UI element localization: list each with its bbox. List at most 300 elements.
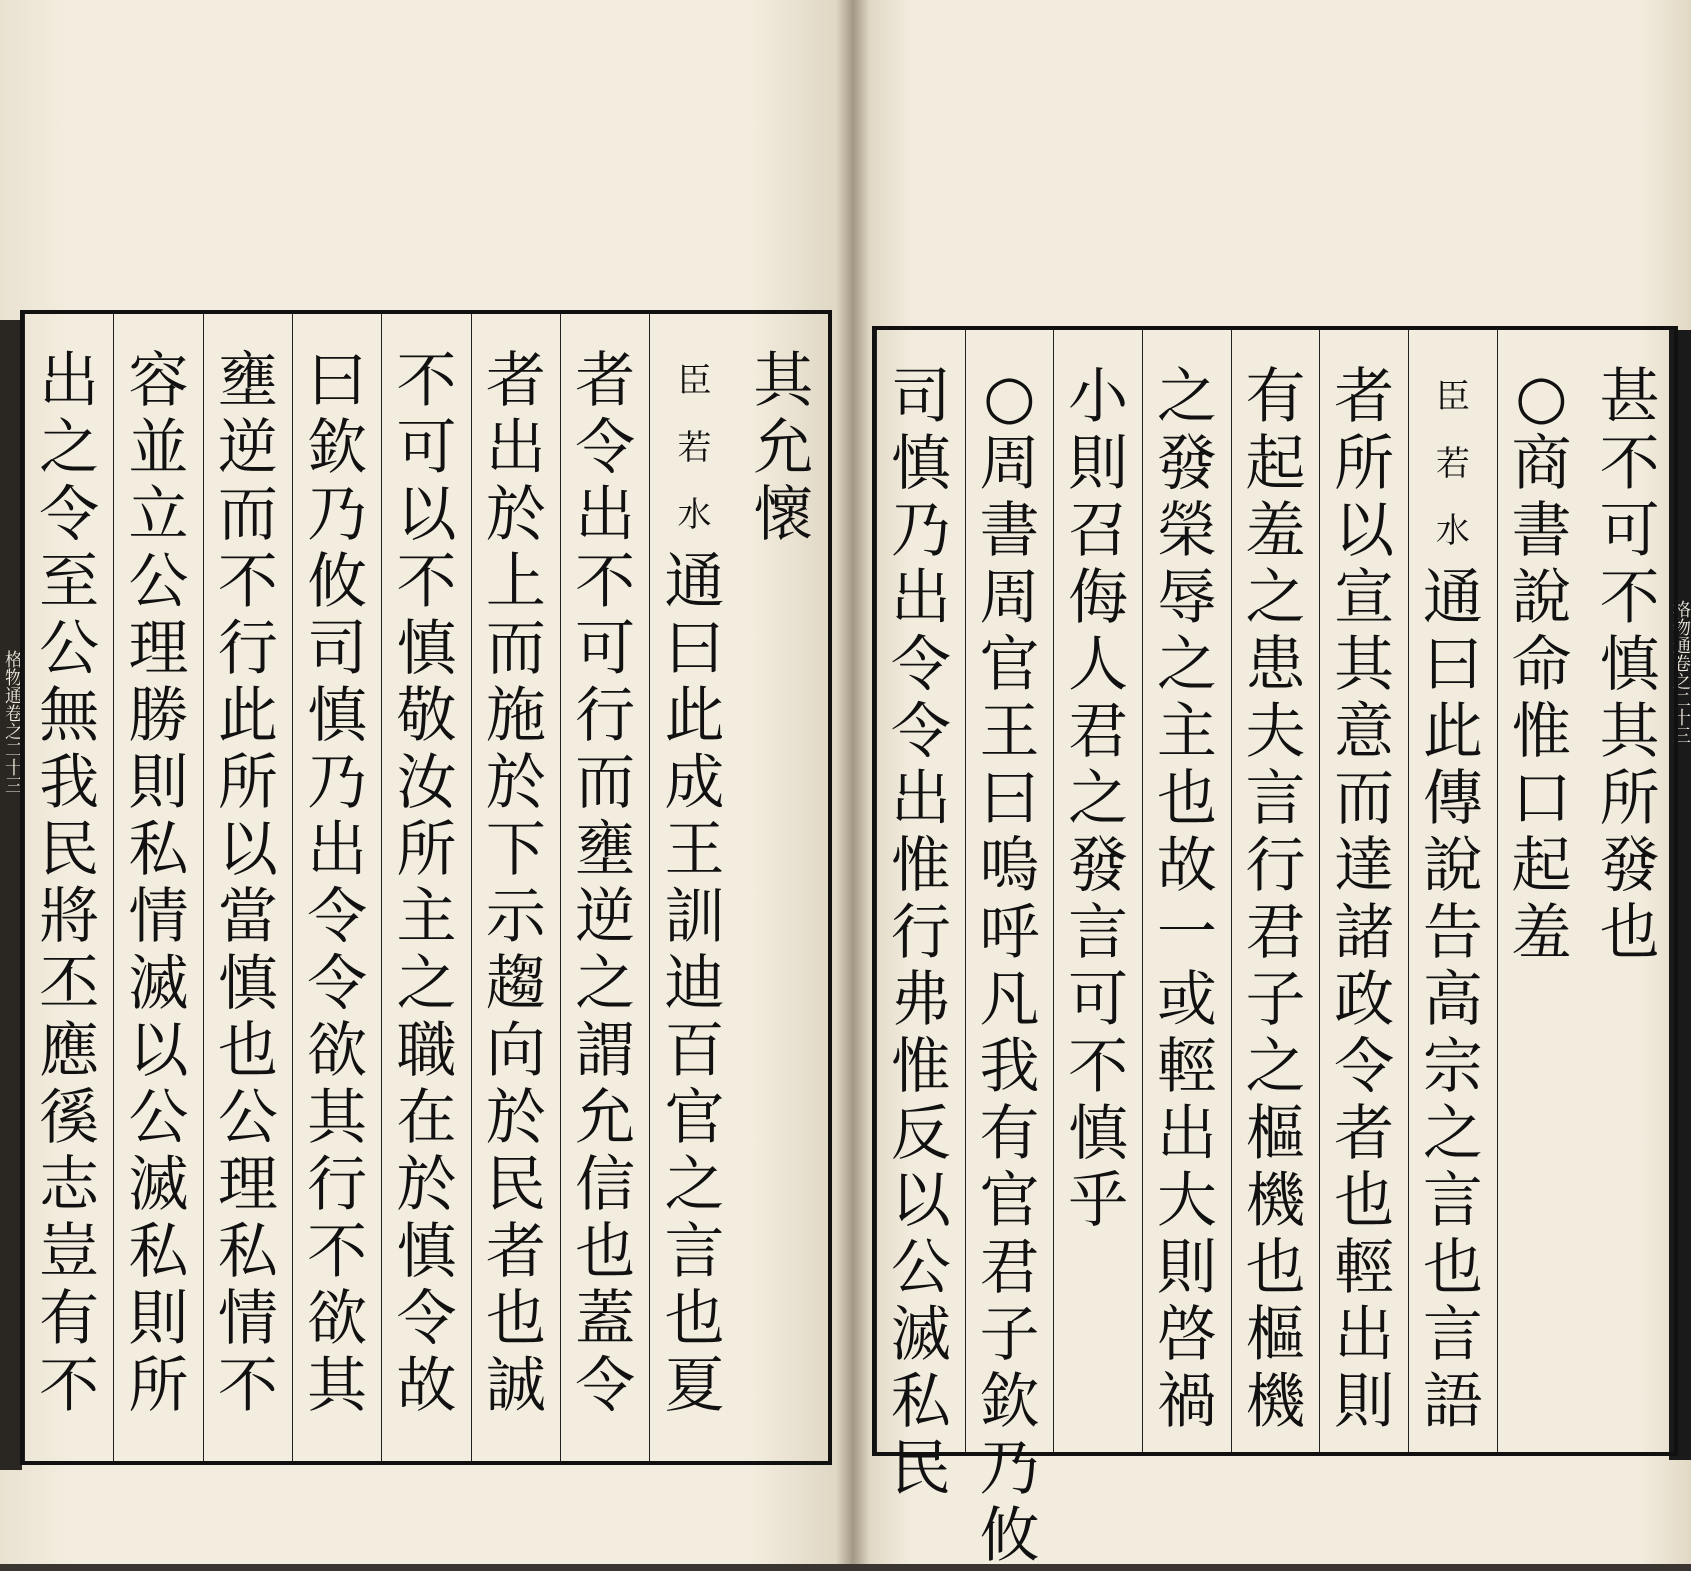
glyph: 之 <box>664 1150 725 1220</box>
glyph: 志 <box>39 1150 100 1220</box>
right-column-text <box>1585 364 1674 967</box>
glyph: 君 <box>1245 898 1306 968</box>
glyph: ○ <box>983 362 1036 432</box>
glyph: 欽 <box>307 413 368 483</box>
left-column-text <box>114 348 202 1420</box>
right-column-text <box>1232 364 1320 1436</box>
book-gutter <box>836 0 870 1564</box>
glyph: 攸 <box>979 1501 1040 1571</box>
glyph: 若 <box>677 428 712 468</box>
right-column-text <box>1498 364 1586 967</box>
glyph: 私 <box>128 1217 189 1287</box>
glyph: 以 <box>1334 496 1395 566</box>
right-column <box>1408 330 1497 1452</box>
glyph: 達 <box>1334 831 1395 901</box>
glyph: 允 <box>575 1083 636 1153</box>
glyph: 逆 <box>217 413 278 483</box>
glyph: 大 <box>1156 1166 1217 1236</box>
right-text-frame <box>872 326 1678 1571</box>
glyph: 嗚 <box>979 831 1040 901</box>
glyph: 民 <box>485 1150 546 1220</box>
glyph: 人 <box>1068 630 1129 700</box>
glyph: 起 <box>1511 831 1572 901</box>
glyph: 攸 <box>307 547 368 617</box>
left-column-text <box>472 348 560 1420</box>
glyph: 官 <box>979 630 1040 700</box>
glyph: 弗 <box>890 965 951 1035</box>
glyph: 曰 <box>1422 630 1483 700</box>
glyph: 慎 <box>1599 630 1660 700</box>
glyph: 一 <box>1156 898 1217 968</box>
glyph: 徯 <box>39 1083 100 1153</box>
glyph: 輕 <box>1156 1032 1217 1102</box>
glyph: 施 <box>485 681 546 751</box>
glyph: 樞 <box>1245 1300 1306 1370</box>
glyph: 示 <box>485 882 546 952</box>
glyph: 禍 <box>1156 1367 1217 1437</box>
glyph: 夏 <box>664 1351 725 1421</box>
glyph: 慎 <box>890 429 951 499</box>
glyph: 之 <box>396 949 457 1019</box>
glyph: 其 <box>753 346 814 416</box>
glyph: 惟 <box>1511 697 1572 767</box>
glyph: 行 <box>217 614 278 684</box>
glyph: 不 <box>39 1351 100 1421</box>
glyph: 允 <box>753 413 814 483</box>
glyph: 也 <box>575 1217 636 1287</box>
glyph: 令 <box>1334 1032 1395 1102</box>
glyph: 王 <box>664 815 725 885</box>
glyph: 啓 <box>1156 1300 1217 1370</box>
glyph: 民 <box>890 1434 951 1504</box>
glyph: 口 <box>1511 764 1572 834</box>
glyph: 立 <box>128 480 189 550</box>
glyph: 出 <box>485 413 546 483</box>
glyph: 成 <box>664 748 725 818</box>
glyph: 此 <box>664 681 725 751</box>
glyph: 出 <box>1156 1099 1217 1169</box>
glyph: 於 <box>485 1083 546 1153</box>
glyph: 理 <box>217 1150 278 1220</box>
glyph: 告 <box>1422 898 1483 968</box>
glyph: 令 <box>575 413 636 483</box>
right-column <box>1319 330 1408 1452</box>
glyph: 君 <box>1068 697 1129 767</box>
glyph: 惟 <box>890 831 951 901</box>
left-column <box>113 314 202 1461</box>
glyph: 理 <box>128 614 189 684</box>
glyph: 其 <box>307 1351 368 1421</box>
glyph: 信 <box>575 1150 636 1220</box>
glyph: 書 <box>1511 496 1572 566</box>
glyph: 言 <box>1422 1166 1483 1236</box>
glyph: 其 <box>307 1083 368 1153</box>
right-column <box>1231 330 1320 1452</box>
glyph: 則 <box>1156 1233 1217 1303</box>
glyph: 令 <box>307 949 368 1019</box>
glyph: 慎 <box>1068 1099 1129 1169</box>
glyph: 宗 <box>1422 1032 1483 1102</box>
glyph: 水 <box>1435 511 1470 551</box>
right-column <box>1053 330 1142 1452</box>
glyph: 壅 <box>575 815 636 885</box>
glyph: 當 <box>217 882 278 952</box>
glyph: 所 <box>396 815 457 885</box>
right-column <box>1585 330 1674 1452</box>
right-column <box>876 330 965 1504</box>
glyph: 辱 <box>1156 563 1217 633</box>
glyph: 言 <box>1422 1300 1483 1370</box>
glyph: 公 <box>890 1233 951 1303</box>
glyph: 不 <box>217 1351 278 1421</box>
glyph: 出 <box>890 764 951 834</box>
glyph: 不 <box>307 1217 368 1287</box>
glyph: 所 <box>1334 429 1395 499</box>
right-column-text <box>966 364 1054 1570</box>
glyph: 以 <box>217 815 278 885</box>
glyph: 之 <box>1245 563 1306 633</box>
glyph: 於 <box>485 748 546 818</box>
glyph: 乎 <box>1068 1166 1129 1236</box>
glyph: 而 <box>1334 764 1395 834</box>
glyph: 趨 <box>485 949 546 1019</box>
right-column <box>965 330 1054 1571</box>
glyph: 壅 <box>217 346 278 416</box>
glyph: 行 <box>575 681 636 751</box>
glyph: 說 <box>1511 563 1572 633</box>
right-column-text <box>877 364 965 1503</box>
glyph: 故 <box>396 1351 457 1421</box>
left-edge-title <box>2 650 22 794</box>
glyph: 出 <box>575 480 636 550</box>
glyph: 也 <box>1334 1166 1395 1236</box>
glyph: 子 <box>979 1300 1040 1370</box>
glyph: 也 <box>1245 1233 1306 1303</box>
glyph: 職 <box>396 1016 457 1086</box>
glyph: 則 <box>128 1284 189 1354</box>
glyph: 公 <box>128 1083 189 1153</box>
glyph: 者 <box>485 1217 546 1287</box>
glyph: 王 <box>979 697 1040 767</box>
glyph: 欲 <box>307 1284 368 1354</box>
glyph: 應 <box>39 1016 100 1086</box>
glyph: 者 <box>575 346 636 416</box>
glyph: 欽 <box>979 1367 1040 1437</box>
glyph: 甚 <box>1599 362 1660 432</box>
glyph: 所 <box>217 748 278 818</box>
glyph: 私 <box>890 1367 951 1437</box>
left-column-text <box>25 348 113 1420</box>
glyph: 臣 <box>1435 377 1470 417</box>
glyph: 在 <box>396 1083 457 1153</box>
glyph: 臣 <box>677 361 712 401</box>
glyph: 發 <box>1156 429 1217 499</box>
glyph: 不 <box>1068 1032 1129 1102</box>
glyph: 諸 <box>1334 898 1395 968</box>
glyph: 可 <box>575 614 636 684</box>
glyph: 之 <box>1156 362 1217 432</box>
left-text-frame <box>20 310 832 1465</box>
glyph: 若 <box>1435 444 1470 484</box>
glyph: 患 <box>1245 630 1306 700</box>
glyph: 羞 <box>1245 496 1306 566</box>
glyph: 者 <box>485 346 546 416</box>
glyph: 滅 <box>128 949 189 1019</box>
glyph: 通 <box>1422 563 1483 633</box>
glyph: 周 <box>979 429 1040 499</box>
glyph: 也 <box>1156 764 1217 834</box>
glyph: ○ <box>1515 362 1568 432</box>
glyph: 而 <box>217 480 278 550</box>
glyph: 之 <box>575 949 636 1019</box>
glyph: 出 <box>39 346 100 416</box>
glyph: 不 <box>1599 563 1660 633</box>
glyph: 不 <box>396 547 457 617</box>
left-column-text <box>204 348 292 1420</box>
glyph: 不 <box>396 346 457 416</box>
glyph: 發 <box>1068 831 1129 901</box>
glyph: 蓋 <box>575 1284 636 1354</box>
glyph: 出 <box>890 563 951 633</box>
glyph: 小 <box>1068 362 1129 432</box>
glyph: 說 <box>1422 831 1483 901</box>
glyph: 故 <box>1156 831 1217 901</box>
right-edge-title-text: 格物通卷之二十三 <box>1670 600 1691 744</box>
glyph: 政 <box>1334 965 1395 1035</box>
glyph: 者 <box>1334 362 1395 432</box>
left-column <box>649 314 738 1461</box>
glyph: 乃 <box>307 748 368 818</box>
glyph: 令 <box>307 882 368 952</box>
glyph: 滅 <box>890 1300 951 1370</box>
glyph: 曰 <box>979 764 1040 834</box>
glyph: 令 <box>396 1284 457 1354</box>
glyph: 慎 <box>217 949 278 1019</box>
glyph: 慎 <box>396 614 457 684</box>
glyph: 則 <box>1068 429 1129 499</box>
glyph: 之 <box>1245 1032 1306 1102</box>
glyph: 私 <box>128 815 189 885</box>
left-column <box>203 314 292 1461</box>
glyph: 機 <box>1245 1367 1306 1437</box>
glyph: 輕 <box>1334 1233 1395 1303</box>
glyph: 可 <box>1599 496 1660 566</box>
glyph: 不 <box>217 547 278 617</box>
glyph: 意 <box>1334 697 1395 767</box>
glyph: 令 <box>890 697 951 767</box>
glyph: 公 <box>217 1083 278 1153</box>
glyph: 容 <box>128 346 189 416</box>
glyph: 勝 <box>128 681 189 751</box>
glyph: 有 <box>39 1284 100 1354</box>
glyph: 無 <box>39 681 100 751</box>
glyph: 宣 <box>1334 563 1395 633</box>
glyph: 官 <box>664 1083 725 1153</box>
glyph: 語 <box>1422 1367 1483 1437</box>
glyph: 傳 <box>1422 764 1483 834</box>
glyph: 上 <box>485 547 546 617</box>
glyph: 我 <box>39 748 100 818</box>
glyph: 樞 <box>1245 1099 1306 1169</box>
left-column <box>560 314 649 1461</box>
glyph: 將 <box>39 882 100 952</box>
glyph: 並 <box>128 413 189 483</box>
glyph: 則 <box>128 748 189 818</box>
right-column-text <box>1143 364 1231 1436</box>
glyph: 訓 <box>664 882 725 952</box>
left-edge-strip <box>0 320 22 1470</box>
glyph: 至 <box>39 547 100 617</box>
glyph: 可 <box>1068 965 1129 1035</box>
left-column-text <box>293 348 381 1420</box>
glyph: 起 <box>1245 429 1306 499</box>
glyph: 也 <box>485 1284 546 1354</box>
glyph: 公 <box>39 614 100 684</box>
glyph: 凡 <box>979 965 1040 1035</box>
glyph: 其 <box>1599 697 1660 767</box>
glyph: 豈 <box>39 1217 100 1287</box>
glyph: 此 <box>1422 697 1483 767</box>
glyph: 而 <box>575 748 636 818</box>
glyph: 命 <box>1511 630 1572 700</box>
right-column <box>1497 330 1586 1452</box>
left-column <box>739 314 828 1461</box>
glyph: 不 <box>575 547 636 617</box>
glyph: 水 <box>677 495 712 535</box>
left-column <box>292 314 381 1461</box>
glyph: 欲 <box>307 1016 368 1086</box>
glyph: 其 <box>1334 630 1395 700</box>
glyph: 出 <box>307 815 368 885</box>
glyph: 公 <box>128 547 189 617</box>
left-column-text <box>382 348 470 1420</box>
left-column-text <box>650 348 738 1420</box>
glyph: 也 <box>664 1284 725 1354</box>
glyph: 謂 <box>575 1016 636 1086</box>
glyph: 曰 <box>664 614 725 684</box>
left-column-text <box>561 348 649 1420</box>
glyph: 反 <box>890 1099 951 1169</box>
glyph: 以 <box>890 1166 951 1236</box>
glyph: 可 <box>396 413 457 483</box>
glyph: 言 <box>1245 764 1306 834</box>
glyph: 所 <box>128 1351 189 1421</box>
glyph: 之 <box>1156 630 1217 700</box>
glyph: 行 <box>1245 831 1306 901</box>
glyph: 曰 <box>307 346 368 416</box>
glyph: 慎 <box>307 681 368 751</box>
glyph: 乃 <box>307 480 368 550</box>
glyph: 夫 <box>1245 697 1306 767</box>
glyph: 書 <box>979 496 1040 566</box>
glyph: 向 <box>485 1016 546 1086</box>
glyph: 民 <box>39 815 100 885</box>
glyph: 以 <box>396 480 457 550</box>
glyph: 敬 <box>396 681 457 751</box>
glyph: 汝 <box>396 748 457 818</box>
glyph: 或 <box>1156 965 1217 1035</box>
glyph: 言 <box>1068 898 1129 968</box>
glyph: 有 <box>1245 362 1306 432</box>
glyph: 侮 <box>1068 563 1129 633</box>
glyph: 榮 <box>1156 496 1217 566</box>
glyph: 令 <box>890 630 951 700</box>
glyph: 迪 <box>664 949 725 1019</box>
glyph: 通 <box>664 547 725 617</box>
glyph: 情 <box>217 1284 278 1354</box>
left-column <box>381 314 470 1461</box>
glyph: 商 <box>1511 429 1572 499</box>
glyph: 所 <box>1599 764 1660 834</box>
glyph: 機 <box>1245 1166 1306 1236</box>
glyph: 司 <box>307 614 368 684</box>
right-column-text <box>1054 364 1142 1235</box>
glyph: 周 <box>979 563 1040 633</box>
glyph: 召 <box>1068 496 1129 566</box>
glyph: 也 <box>1599 898 1660 968</box>
glyph: 之 <box>1422 1099 1483 1169</box>
glyph: 也 <box>217 1016 278 1086</box>
glyph: 言 <box>664 1217 725 1287</box>
glyph: 誠 <box>485 1351 546 1421</box>
glyph: 行 <box>890 898 951 968</box>
glyph: 逆 <box>575 882 636 952</box>
right-column <box>1142 330 1231 1452</box>
left-column <box>471 314 560 1461</box>
glyph: 丕 <box>39 949 100 1019</box>
glyph: 官 <box>979 1166 1040 1236</box>
glyph: 令 <box>575 1351 636 1421</box>
glyph: 百 <box>664 1016 725 1086</box>
glyph: 者 <box>1334 1099 1395 1169</box>
glyph: 於 <box>485 480 546 550</box>
glyph: 發 <box>1599 831 1660 901</box>
glyph: 之 <box>1068 764 1129 834</box>
glyph: 高 <box>1422 965 1483 1035</box>
right-column-text <box>1320 364 1408 1436</box>
glyph: 乃 <box>890 496 951 566</box>
glyph: 乃 <box>979 1434 1040 1504</box>
glyph: 不 <box>1599 429 1660 499</box>
glyph: 則 <box>1334 1367 1395 1437</box>
glyph: 之 <box>39 413 100 483</box>
left-edge-title-text: 格物通卷之二十三 <box>2 650 23 794</box>
glyph: 君 <box>979 1233 1040 1303</box>
glyph: 主 <box>396 882 457 952</box>
glyph: 令 <box>39 480 100 550</box>
glyph: 於 <box>396 1150 457 1220</box>
left-column-text <box>739 348 828 549</box>
glyph: 子 <box>1245 965 1306 1035</box>
left-column <box>24 314 113 1461</box>
glyph: 惟 <box>890 1032 951 1102</box>
right-column-text <box>1409 364 1497 1436</box>
glyph: 此 <box>217 681 278 751</box>
glyph: 私 <box>217 1217 278 1287</box>
glyph: 情 <box>128 882 189 952</box>
glyph: 出 <box>1334 1300 1395 1370</box>
glyph: 以 <box>128 1016 189 1086</box>
glyph: 下 <box>485 815 546 885</box>
glyph: 司 <box>890 362 951 432</box>
glyph: 呼 <box>979 898 1040 968</box>
glyph: 行 <box>307 1150 368 1220</box>
glyph: 也 <box>1422 1233 1483 1303</box>
glyph: 懷 <box>753 480 814 550</box>
glyph: 有 <box>979 1099 1040 1169</box>
glyph: 我 <box>979 1032 1040 1102</box>
glyph: 羞 <box>1511 898 1572 968</box>
